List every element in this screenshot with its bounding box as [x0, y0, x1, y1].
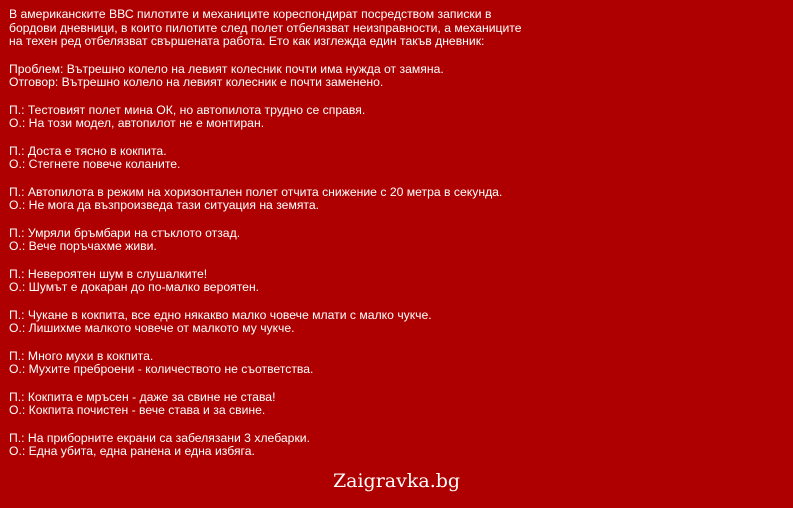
problem-line: П.: Тестовият полет мина ОК, но автопилота трудно се справя. — [9, 102, 366, 117]
answer-line: О.: Шумът е докаран до по-малко вероятен. — [9, 280, 260, 294]
log-entry — [9, 432, 784, 459]
problem-line: П.: Доста е тясно в кокпита. — [9, 143, 167, 158]
intro-line: на техен ред отбелязват свършената работа. Ето как изглежда един такъв дневник: — [9, 34, 485, 48]
spacer — [9, 90, 784, 104]
problem-line: Проблем: Вътрешно колело на левият колесник почти има нужда от замяна. — [9, 61, 444, 76]
spacer — [9, 336, 784, 350]
intro-line: бордови дневници, в които пилотите след полет отбелязват неизправности, а механиците — [9, 20, 522, 35]
answer-line: О.: Една убита, една ранена и една избяга. — [9, 444, 255, 458]
problem-line: П.: На приборните екрани са забелязани 3 хлебарки. — [9, 430, 310, 445]
problem-line: П.: Невероятен шум в слушалките! — [9, 266, 208, 281]
problem-line: П.: Кокпита е мръсен - даже за свине не става! — [9, 389, 276, 404]
log-entry — [9, 63, 784, 90]
log-entry — [9, 309, 784, 336]
answer-line: О.: Стегнете повече коланите. — [9, 157, 181, 171]
spacer — [9, 377, 784, 391]
joke-text — [9, 8, 784, 459]
answer-line: О.: На този модел, автопилот не е монтиран. — [9, 116, 265, 130]
answer-line: О.: Мухите преброени - количеството не съответства. — [9, 362, 314, 376]
spacer — [9, 131, 784, 145]
spacer — [9, 49, 784, 63]
spacer — [9, 418, 784, 432]
log-entry — [9, 268, 784, 295]
log-entry — [9, 391, 784, 418]
log-entry — [9, 350, 784, 377]
log-entry — [9, 186, 784, 213]
log-entry — [9, 104, 784, 131]
intro-paragraph — [9, 8, 784, 49]
problem-line: П.: Много мухи в кокпита. — [9, 348, 154, 363]
spacer — [9, 213, 784, 227]
answer-line: О.: Не мога да възпроизведа тази ситуация на земята. — [9, 198, 320, 212]
spacer — [9, 254, 784, 268]
spacer — [9, 295, 784, 309]
answer-line: О.: Лишихме малкото човече от малкото му чукче. — [9, 321, 295, 335]
problem-line: П.: Умряли бръмбари на стъклото отзад. — [9, 225, 241, 240]
answer-line: О.: Кокпита почистен - вече става и за свине. — [9, 403, 266, 417]
problem-line: П.: Чукане в кокпита, все едно някакво малко човече млати с малко чукче. — [9, 307, 432, 322]
answer-line: Отговор: Вътрешно колело на левият колесник е почти заменено. — [9, 75, 384, 89]
log-entry — [9, 227, 784, 254]
intro-line: В американските ВВС пилотите и механиците кореспондират посредством записки в — [9, 7, 492, 21]
answer-line: О.: Вече поръчахме живи. — [9, 239, 157, 253]
site-watermark: Zaigravka.bg — [332, 470, 461, 492]
log-entry — [9, 145, 784, 172]
spacer — [9, 172, 784, 186]
problem-line: П.: Автопилота в режим на хоризонтален полет отчита снижение с 20 метра в секунда. — [9, 184, 503, 199]
